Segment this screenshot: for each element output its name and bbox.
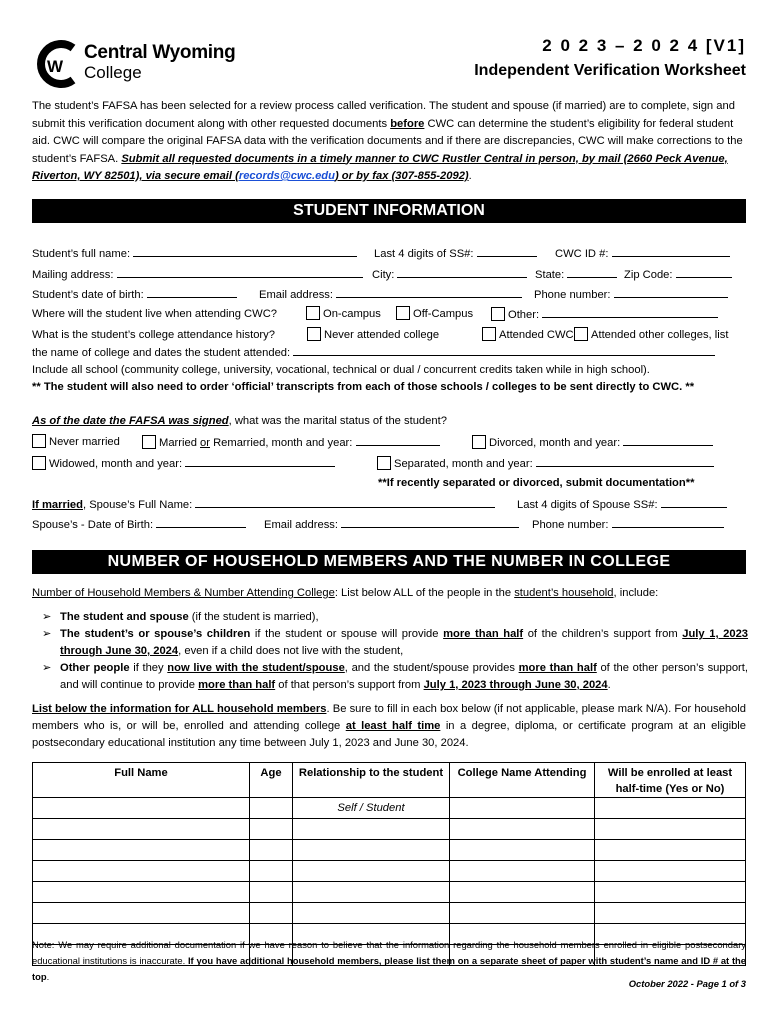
household-members-table xyxy=(32,762,746,966)
cell-college[interactable] xyxy=(450,840,595,861)
cell-half-time[interactable] xyxy=(595,903,746,924)
table-header-row xyxy=(33,763,746,798)
arrow-bullet-icon: ➢ xyxy=(42,611,52,623)
cell-college[interactable] xyxy=(450,861,595,882)
attended-cwc-checkbox[interactable] xyxy=(482,327,496,341)
cell-age[interactable] xyxy=(250,882,293,903)
intro-paragraph: The student’s FAFSA has been selected for a review process called verification. The student and spouse (if married) are to complete, sign and submit this verification document along with other requested documents before CWC can determine the student’s eligibility for federal student aid. CWC will compare the original FAFSA data with the verification documents and if there are discrepancies, CWC will make corrections to the student’s FAFSA. Submit all requested documents in a timely manner to CWC Rustler Central in person, by mail (2660 Peck Avenue, Riverton, WY 82501), via secure email (records@cwc.edu) or by fax (307-855-2092). xyxy=(32,100,743,182)
spouse-dob-row: Spouse’s - Date of Birth: Email address: Phone number: xyxy=(32,515,748,533)
cell-relationship[interactable] xyxy=(293,840,450,861)
cell-college[interactable] xyxy=(450,798,595,819)
off-campus-checkbox[interactable] xyxy=(396,306,410,320)
col-relationship: Relationship to the student xyxy=(293,763,450,798)
cell-college[interactable] xyxy=(450,882,595,903)
city-field[interactable] xyxy=(397,265,527,278)
cell-half-time[interactable] xyxy=(595,882,746,903)
academic-year: 2 0 2 3 – 2 0 2 4 [V1] xyxy=(542,36,746,55)
college-logo xyxy=(33,38,248,90)
never-attended-checkbox[interactable] xyxy=(307,327,321,341)
household-criteria-list xyxy=(42,609,748,694)
cell-relationship[interactable] xyxy=(293,882,450,903)
list-item: ➢ The student and spouse (if the student is married), xyxy=(42,609,748,626)
widowed-row: Widowed, month and year: Separated, month and year: xyxy=(32,454,748,472)
household-heading: NUMBER OF HOUSEHOLD MEMBERS AND THE NUMBER IN COLLEGE xyxy=(32,550,746,574)
state-field[interactable] xyxy=(567,265,617,278)
spouse-phone-field[interactable] xyxy=(612,515,724,528)
arrow-bullet-icon: ➢ xyxy=(42,662,52,674)
spouse-email-field[interactable] xyxy=(341,515,519,528)
married-date-field[interactable] xyxy=(356,433,440,446)
separated-checkbox[interactable] xyxy=(377,456,391,470)
spouse-dob-field[interactable] xyxy=(156,515,246,528)
divorced-checkbox[interactable] xyxy=(472,435,486,449)
student-phone-field[interactable] xyxy=(614,285,728,298)
on-campus-checkbox[interactable] xyxy=(306,306,320,320)
cw-logo-icon xyxy=(33,38,81,90)
col-age: Age xyxy=(250,763,293,798)
student-name-field[interactable] xyxy=(133,244,357,257)
cell-half-time[interactable] xyxy=(595,798,746,819)
transcripts-notice: ** The student will also need to order ‘official’ transcripts from each of those schools / colleges to be sent directly to CWC. ** xyxy=(32,381,695,393)
cell-name[interactable] xyxy=(33,798,250,819)
colleges-attended-field[interactable] xyxy=(293,343,715,356)
divorced-date-field[interactable] xyxy=(623,433,713,446)
cell-college[interactable] xyxy=(450,903,595,924)
widowed-date-field[interactable] xyxy=(185,454,335,467)
cell-name[interactable] xyxy=(33,882,250,903)
student-ssn-field[interactable] xyxy=(477,244,537,257)
table-row xyxy=(33,882,746,903)
cell-relationship[interactable] xyxy=(293,819,450,840)
live-row: Where will the student live when attending CWC? On-campus Off-Campus Other: xyxy=(32,305,748,323)
page-footer: October 2022 - Page 1 of 3 xyxy=(628,978,746,989)
list-item: ➢ Other people if they now live with the student/spouse, and the student/spouse provides more than half of the other person’s support, and will continue to provide more than half of that person’s support from July 1, 2023 through June 30, 2024. xyxy=(42,662,748,691)
cell-relationship[interactable] xyxy=(293,903,450,924)
cell-name[interactable] xyxy=(33,840,250,861)
mailing-address-field[interactable] xyxy=(117,265,363,278)
svg-text:W: W xyxy=(47,57,64,76)
table-row xyxy=(33,819,746,840)
cell-name[interactable] xyxy=(33,819,250,840)
cell-age[interactable] xyxy=(250,819,293,840)
dob-row: Student’s date of birth: Email address: Phone number: xyxy=(32,285,748,303)
cell-name[interactable] xyxy=(33,861,250,882)
marital-options-row: Never married Married or Remarried, month and year: Divorced, month and year: xyxy=(32,433,748,451)
cell-age[interactable] xyxy=(250,861,293,882)
cwc-id-field[interactable] xyxy=(612,244,730,257)
list-item: ➢ The student’s or spouse’s children if the student or spouse will provide more than half of the children’s support from July 1, 2023 through June 30, 2024, even if a child does not live with the student, xyxy=(42,628,749,657)
arrow-bullet-icon: ➢ xyxy=(42,628,52,640)
zip-field[interactable] xyxy=(676,265,732,278)
cell-age[interactable] xyxy=(250,798,293,819)
spouse-name-row: If married, Spouse’s Full Name: Last 4 digits of Spouse SS#: xyxy=(32,495,748,513)
separated-date-field[interactable] xyxy=(536,454,714,467)
student-email-field[interactable] xyxy=(336,285,522,298)
records-email-link[interactable]: records@cwc.edu xyxy=(238,170,335,182)
before-emphasis: before xyxy=(390,117,425,130)
other-housing-checkbox[interactable] xyxy=(491,307,505,321)
col-half-time: Will be enrolled at least half-time (Yes or No) xyxy=(595,763,746,798)
spouse-ssn-field[interactable] xyxy=(661,495,727,508)
mailing-row: Mailing address: City: State: Zip Code: xyxy=(32,265,748,283)
spouse-name-field[interactable] xyxy=(195,495,495,508)
additional-members-note: Note: We may require additional documentation if we have reason to believe that the information regarding the household members enrolled in eligible postsecondary educational institutions is inaccurate. If you have additional household members, please list them on a separate sheet of paper with student’s name and ID # at the top. xyxy=(32,939,747,982)
cell-college[interactable] xyxy=(450,819,595,840)
table-row xyxy=(33,798,746,819)
col-full-name: Full Name xyxy=(33,763,250,798)
married-checkbox[interactable] xyxy=(142,435,156,449)
cell-relationship: Self / Student xyxy=(293,798,450,819)
cell-half-time[interactable] xyxy=(595,819,746,840)
col-college: College Name Attending xyxy=(450,763,595,798)
student-info-heading: STUDENT INFORMATION xyxy=(32,199,746,223)
widowed-checkbox[interactable] xyxy=(32,456,46,470)
history-cont-row: the name of college and dates the student attended: xyxy=(32,343,748,361)
table-row xyxy=(33,840,746,861)
include-schools-text: Include all school (community college, university, vocational, technical or dual / concurrent credits taken while in high school). xyxy=(32,364,650,376)
recent-note-row: **If recently separated or divorced, submit documentation** xyxy=(378,477,695,489)
other-housing-field[interactable] xyxy=(542,305,718,318)
cell-name[interactable] xyxy=(33,903,250,924)
table-row xyxy=(33,861,746,882)
history-row: What is the student’s college attendance history? Never attended college Attended CWC Attended other colleges, list xyxy=(32,329,729,341)
student-dob-field[interactable] xyxy=(147,285,237,298)
table-row xyxy=(33,903,746,924)
household-instructions: List below the information for ALL household members. Be sure to fill in each box below (if not applicable, please mark N/A). For household members who is, or will be, enrolled and attending college at least half time in a degree, diploma, or certificate program at an eligible postsecondary educational institution any time between July 1, 2023 and June 30, 2024. xyxy=(32,703,746,749)
never-married-checkbox[interactable] xyxy=(32,434,46,448)
cell-age[interactable] xyxy=(250,903,293,924)
attended-other-checkbox[interactable] xyxy=(574,327,588,341)
document-title: Independent Verification Worksheet xyxy=(474,62,746,79)
cell-half-time[interactable] xyxy=(595,861,746,882)
logo-line2: College xyxy=(84,63,142,82)
household-intro: Number of Household Members & Number Attending College: List below ALL of the people in the student’s household, include: xyxy=(32,587,659,599)
logo-line1: Central Wyoming xyxy=(84,42,236,63)
cell-relationship[interactable] xyxy=(293,861,450,882)
marital-question-row: As of the date the FAFSA was signed, what was the marital status of the student? xyxy=(32,415,447,427)
cell-half-time[interactable] xyxy=(595,840,746,861)
cell-age[interactable] xyxy=(250,840,293,861)
student-name-row: Student’s full name: Last 4 digits of SS#: CWC ID #: xyxy=(32,244,748,262)
